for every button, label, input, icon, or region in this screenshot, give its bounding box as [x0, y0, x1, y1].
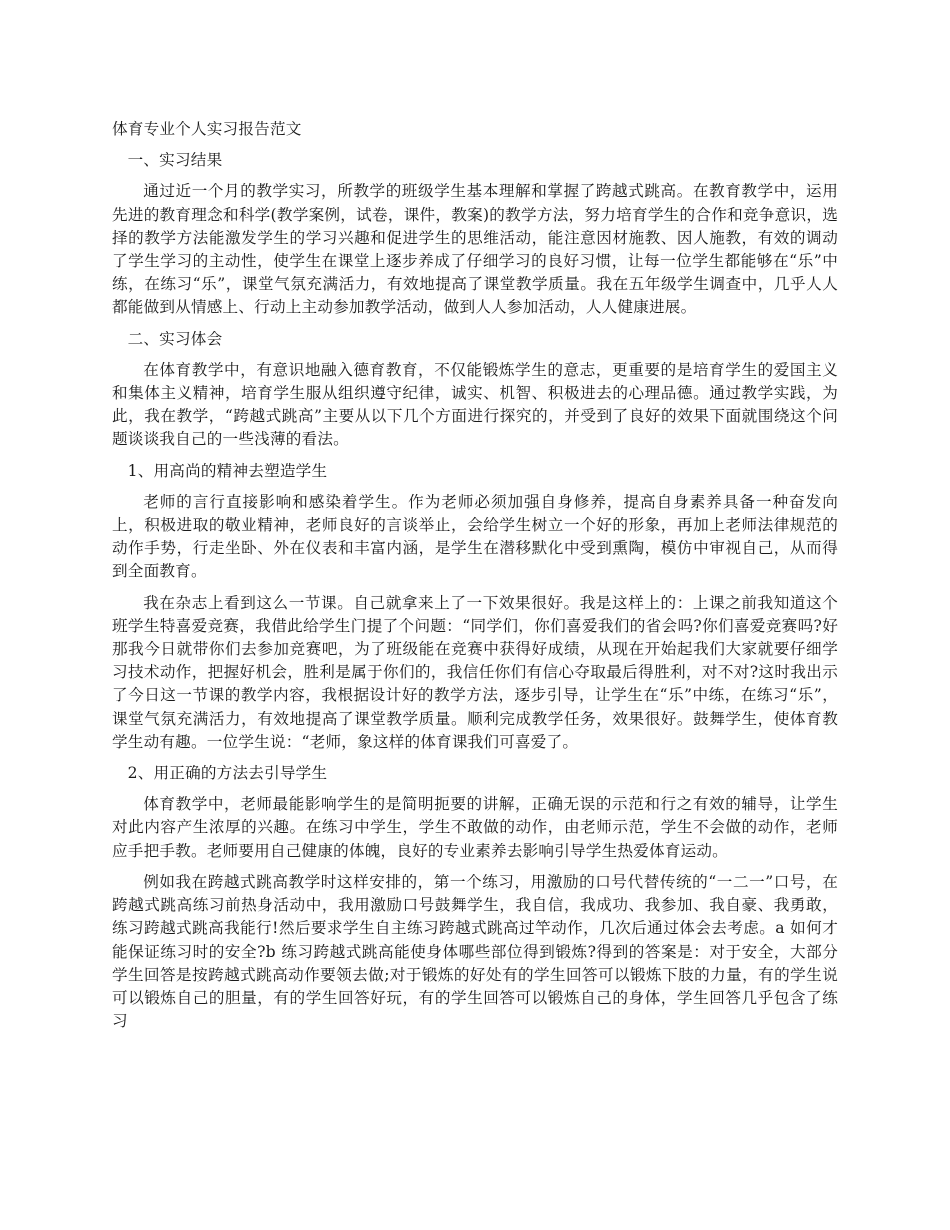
paragraph-teaching-guidance: 体育教学中，老师最能影响学生的是简明扼要的讲解，正确无误的示范和行之有效的辅导，让学生对此内容产生浓厚的兴趣。在练习中学生，学生不敢做的动作，由老师示范，学生不会做的动作，老师应手把手教。老师要用自己健康的体魄，良好的专业素养去影响引导学生热爱体育运动。: [112, 795, 838, 860]
paragraph-experience: 在体育教学中，有意识地融入德育教育，不仅能锻炼学生的意志，更重要的是培育学生的爱国主义和集体主义精神，培育学生服从组织遵守纪律，诚实、机智、积极进去的心理品德。通过教学实践，为此，我在教学，“跨越式跳高”主要从以下几个方面进行探究的，并受到了良好的效果下面就围绕这个问题谈谈我自己的一些浅薄的看法。: [112, 360, 838, 449]
paragraph-high-jump-example: 例如我在跨越式跳高教学时这样安排的，第一个练习，用激励的口号代替传统的“一二一”口号，在跨越式跳高练习前热身活动中，我用激励口号鼓舞学生，我自信，我成功、我参加、我自豪、我勇敢，练习跨越式跳高我能行!然后要求学生自主练习跨越式跳高过竿动作，几次后通过体会去考虑。a 如何才能保证练习时的安全?b 练习跨越式跳高能使身体哪些部位得到锻炼?得到的答案是：对于安全，大部分学生回答是按跨越式跳高动作要领去做;对于锻炼的好处有的学生回答可以锻炼下肢的力量，有的学生说可以锻炼自己的胆量，有的学生回答好玩，有的学生回答可以锻炼自己的身体，学生回答几乎包含了练习: [112, 872, 838, 1031]
section-heading-experience: 二、实习体会: [127, 329, 223, 348]
document-title: 体育专业个人实习报告范文: [112, 120, 302, 138]
paragraph-lesson-story: 我在杂志上看到这么一节课。自己就拿来上了一下效果很好。我是这样上的：上课之前我知道这个班学生特喜爱竞赛，我借此给学生门提了个问题：“同学们，你们喜爱我们的省会吗?你们喜爱竞赛吗?好那我今日就带你们去参加竞赛吧，为了班级能在竞赛中获得好成绩，从现在开始起我们大家就要仔细学习技术动作，把握好机会，胜利是属于你们的，我信任你们有信心夺取最后得胜利，对不对?这时我出示了今日这一节课的教学内容，我根据设计好的教学方法，逐步引导，让学生在“乐”中练，在练习“乐”，课堂气氛充满活力，有效地提高了课堂教学质量。顺利完成教学任务，效果很好。鼓舞学生，使体育教学生动有趣。一位学生说：“老师，象这样的体育课我们可喜爱了。: [112, 593, 838, 751]
paragraph-results: 通过近一个月的教学实习，所教学的班级学生基本理解和掌握了跨越式跳高。在教育教学中，运用先进的教育理念和科学(教学案例，试卷，课件，教案)的教学方法，努力培育学生的合作和竞争意识，选择的教学方法能激发学生的学习兴趣和促进学生的思维活动，能注意因材施教、因人施教，有效的调动了学生学习的主动性，使学生在课堂上逐步养成了仔细学习的良好习惯，让每一位学生都能够在“乐”中练，在练习“乐”，课堂气氛充满活力，有效地提高了课堂教学质量。我在五年级学生调查中，几乎人人都能做到从情感上、行动上主动参加教学活动，做到人人参加活动，人人健康进展。: [112, 182, 838, 317]
subheading-noble-spirit: 1、用高尚的精神去塑造学生: [127, 461, 328, 480]
section-heading-results: 一、实习结果: [127, 151, 223, 170]
subheading-correct-method: 2、用正确的方法去引导学生: [127, 764, 328, 783]
paragraph-teacher-example: 老师的言行直接影响和感染着学生。作为老师必须加强自身修养，提高自身素养具备一种奋发向上，积极进取的敬业精神，老师良好的言谈举止，会给学生树立一个好的形象，再加上老师法律规范的动作手势，行走坐卧、外在仪表和丰富内涵，是学生在潜移默化中受到熏陶，模仿中审视自己，从而得到全面教育。: [112, 492, 838, 581]
document-page: [112, 118, 838, 1041]
